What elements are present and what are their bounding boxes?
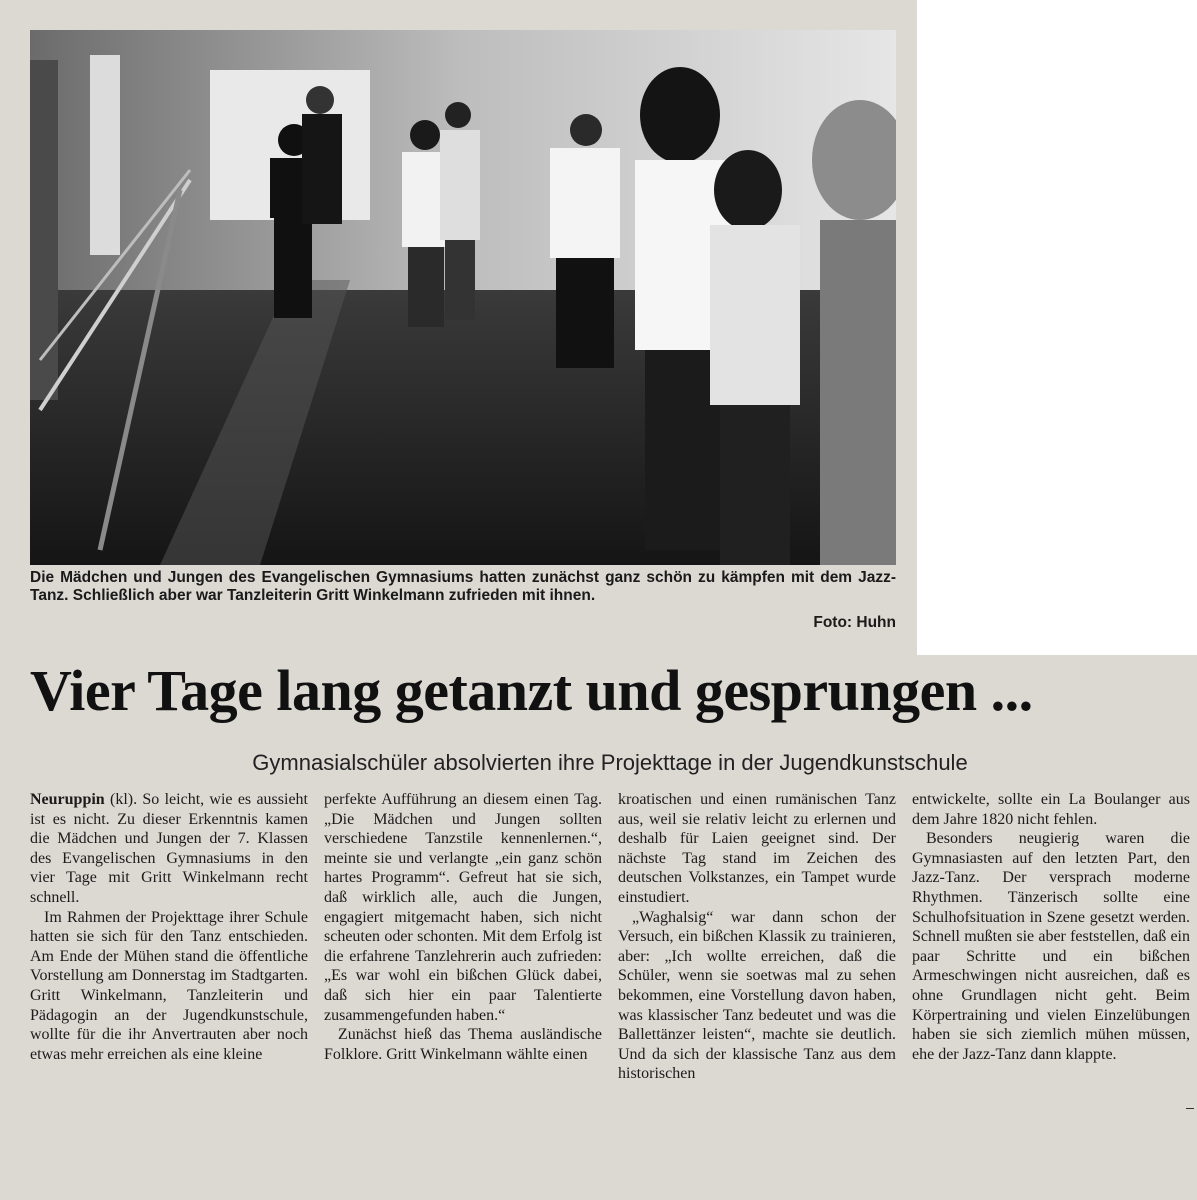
article-paragraph: „Waghalsig“ war dann schon der Versuch, ein bißchen Klassik zu trainieren, aber: „Ich wollte erreichen, daß die Schüler, wenn sie soetwas mal zu sehen bekommen, eine Vorstellung davon haben, was klassischer Tanz bedeutet und was die Ballettänzer leisten“, machte sie deutlich. Und da sich der klassische Tanz aus dem historischen xyxy=(618,908,896,1083)
article-headline: Vier Tage lang getanzt und gesprungen ... xyxy=(30,658,1033,723)
article-paragraph xyxy=(30,790,308,908)
article-column-1 xyxy=(30,790,308,1195)
article-paragraph: Besonders neugierig waren die Gymnasiasten auf den letzten Part, den Jazz-Tanz. Der versprach moderne Rhythmen. Tänzerisch sollte eine Schulhofsituation in Szene gesetzt werden. Schnell mußten sie aber feststellen, daß ein paar Schritte und ein bißchen Armeschwingen nicht ausreichen, daß es ohne Grundlagen nicht geht. Beim Körpertraining und vielen Einzelübungen haben sie sich ziemlich mühen müssen, ehe der Jazz-Tanz dann klappte. xyxy=(912,830,1190,1063)
article-column-4 xyxy=(912,790,1190,1195)
dance-class-photo xyxy=(30,30,896,565)
dance-class-photo-icon xyxy=(30,30,896,565)
article-body xyxy=(30,790,1190,1195)
article-paragraph: Zunächst hieß das Thema ausländische Folklore. Gritt Winkelmann wählte einen xyxy=(324,1026,602,1063)
article-column-3 xyxy=(618,790,896,1195)
article-paragraph: entwickelte, sollte ein La Boulanger aus dem Jahre 1820 nicht fehlen. xyxy=(912,791,1190,828)
article-paragraph: perfekte Aufführung an diesem einen Tag. „Die Mädchen und Jungen sollten verschiedene Tanzstile kennenlernen.“, meinte sie und verlangte „ein ganz schön hartes Programm“. Gefreut hat sie sich, daß wirklich alle, auch die Jungen, engagiert mitgemacht haben, sich nicht scheuten oder schonten. Mit dem Erfolg ist die erfahrene Tanzlehrerin auch zufrieden: „Es war wohl ein bißchen Glück dabei, daß sich hier ein paar Talentierte zusammengefunden haben.“ xyxy=(324,791,602,1024)
article-subheadline: Gymnasialschüler absolvierten ihre Projekttage in der Jugendkunstschule xyxy=(252,750,968,775)
article-paragraph: Im Rahmen der Projekttage ihrer Schule hatten sie sich für den Tanz entschieden. Am Ende der Mühen stand die öffentliche Vorstellung am Donnerstag im Stadtgarten. Gritt Winkelmann, Tanzleiterin und Pädagogin an der Jugendkunstschule, wollte für die ihr Anvertrauten aber noch etwas mehr erreichen als eine kleine xyxy=(30,908,308,1063)
article-paragraph: kroatischen und einen rumänischen Tanz aus, weil sie relativ leicht zu erlernen und deshalb für Laien geeignet sind. Der nächste Tag stand im Zeichen des deutschen Volkstanzes, ein Tampet wurde einstudiert. xyxy=(618,791,896,906)
paragraph-text: (kl). So leicht, wie es aussieht ist es nicht. Zu dieser Erkenntnis kamen die Mädchen und Jungen der 7. Klassen des Evangelischen Gymnasiums in den vier Tage mit Gritt Winkelmann recht schnell. xyxy=(30,791,308,906)
photo-caption: Die Mädchen und Jungen des Evangelischen Gymnasiums hatten zunächst ganz schön zu kämpfen mit dem Jazz-Tanz. Schließlich aber war Tanzleiterin Gritt Winkelmann zufrieden mit ihnen. xyxy=(30,569,896,604)
scan-background xyxy=(917,0,1197,655)
article-column-2 xyxy=(324,790,602,1195)
dateline: Neuruppin xyxy=(30,791,105,808)
scan-edge-mark xyxy=(1186,1108,1194,1109)
photo-credit: Foto: Huhn xyxy=(813,614,896,631)
